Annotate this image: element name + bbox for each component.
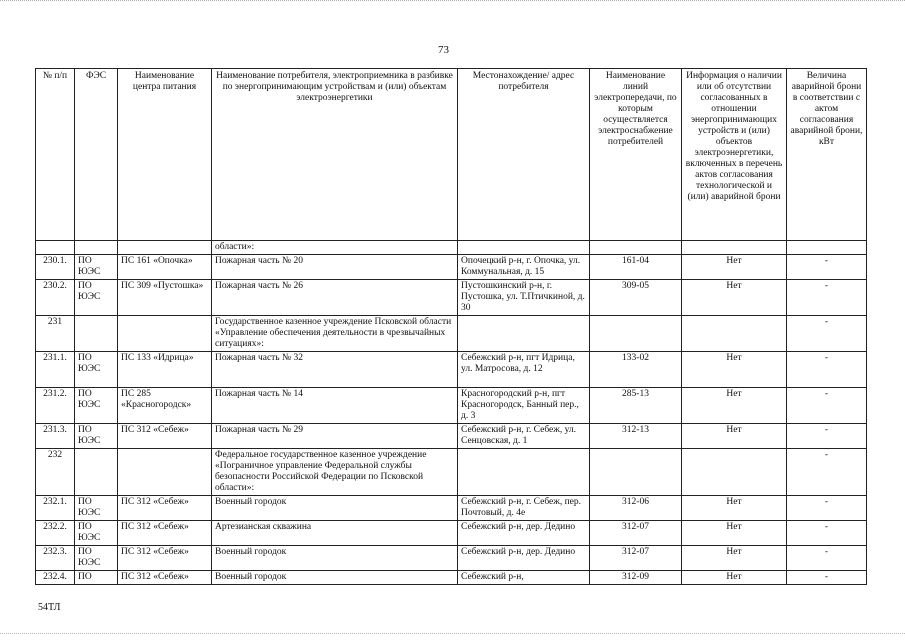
fes-cell: ПО ЮЭС: [75, 546, 118, 571]
fes-cell: [75, 449, 118, 496]
table-row: [36, 241, 867, 255]
info-cell: Нет: [682, 496, 787, 521]
line-cell: 312-06: [590, 496, 682, 521]
row-number: 231.2.: [36, 388, 75, 424]
value-cell: -: [787, 352, 867, 388]
row-number: 230.1.: [36, 255, 75, 280]
center-cell: [118, 241, 212, 255]
fes-cell: ПО ЮЭС: [75, 424, 118, 449]
row-number: [36, 241, 75, 255]
center-cell: ПС 312 «Себеж»: [118, 546, 212, 571]
consumer-cell: Артезианская скважина: [212, 521, 458, 546]
value-cell: -: [787, 496, 867, 521]
address-cell: Опочецкий р-н, г. Опочка, ул. Коммунальная, д. 15: [458, 255, 590, 280]
consumer-cell: Пожарная часть № 14: [212, 388, 458, 424]
address-cell: Себежский р-н, пгт Идрица, ул. Матросова, д. 12: [458, 352, 590, 388]
row-number: 231.1.: [36, 352, 75, 388]
center-cell: ПС 133 «Идрица»: [118, 352, 212, 388]
info-cell: Нет: [682, 424, 787, 449]
info-cell: [682, 316, 787, 352]
col-header-address: Местонахождение/ адрес потребителя: [458, 69, 590, 241]
info-cell: Нет: [682, 521, 787, 546]
center-cell: [118, 449, 212, 496]
center-cell: ПС 312 «Себеж»: [118, 571, 212, 585]
row-number: 232.3.: [36, 546, 75, 571]
col-header-center: Наименование центра питания: [118, 69, 212, 241]
address-cell: Себежский р-н, дер. Дедино: [458, 546, 590, 571]
fes-cell: ПО ЮЭС: [75, 388, 118, 424]
row-number: 231: [36, 316, 75, 352]
row-number: 232: [36, 449, 75, 496]
consumers-table: [35, 68, 867, 585]
center-cell: ПС 312 «Себеж»: [118, 496, 212, 521]
value-cell: -: [787, 546, 867, 571]
col-header-consumer: Наименование потребителя, электроприемника в разбивке по энергопринимающим устройствам и (или) объектам электроэнергетики: [212, 69, 458, 241]
col-header-number: № п/п: [36, 69, 75, 241]
fes-cell: ПО ЮЭС: [75, 521, 118, 546]
value-cell: -: [787, 280, 867, 316]
line-cell: 312-13: [590, 424, 682, 449]
page-number: 73: [438, 44, 449, 56]
consumer-cell: Пожарная часть № 32: [212, 352, 458, 388]
line-cell: 312-07: [590, 546, 682, 571]
table-row: [36, 521, 867, 546]
col-header-value: Величина аварийной брони в соответствии с актом согласования аварийной брони, кВт: [787, 69, 867, 241]
consumer-cell: Военный городок: [212, 571, 458, 585]
address-cell: Себежский р-н, дер. Дедино: [458, 521, 590, 546]
info-cell: Нет: [682, 352, 787, 388]
address-cell: Себежский р-н, г. Себеж, пер. Почтовый, д. 4е: [458, 496, 590, 521]
center-cell: [118, 316, 212, 352]
table-row: [36, 280, 867, 316]
fes-cell: ПО ЮЭС: [75, 496, 118, 521]
table-row: [36, 352, 867, 388]
consumer-cell: Федеральное государственное казенное учреждение «Пограничное управление Федеральной службы безопасности Российской Федерации по Псковской области»:: [212, 449, 458, 496]
center-cell: ПС 312 «Себеж»: [118, 424, 212, 449]
fes-cell: [75, 241, 118, 255]
address-cell: Себежский р-н, г. Себеж, ул. Сенцовская, д. 1: [458, 424, 590, 449]
info-cell: Нет: [682, 546, 787, 571]
line-cell: 312-07: [590, 521, 682, 546]
fes-cell: ПО: [75, 571, 118, 585]
value-cell: -: [787, 449, 867, 496]
line-cell: 161-04: [590, 255, 682, 280]
info-cell: Нет: [682, 280, 787, 316]
line-cell: 309-05: [590, 280, 682, 316]
col-header-line: Наименование линий электропередачи, по которым осуществляется электроснабжение потребителей: [590, 69, 682, 241]
address-cell: Пустошкинский р-н, г. Пустошка, ул. Т.Птичкиной, д. 30: [458, 280, 590, 316]
consumer-cell: Пожарная часть № 26: [212, 280, 458, 316]
value-cell: -: [787, 388, 867, 424]
footer-code: 54ТЛ: [38, 602, 61, 613]
info-cell: Нет: [682, 388, 787, 424]
value-cell: -: [787, 424, 867, 449]
line-cell: 312-09: [590, 571, 682, 585]
scan-bottom-edge: [0, 631, 905, 634]
consumer-cell: Пожарная часть № 29: [212, 424, 458, 449]
center-cell: ПС 285 «Красногородск»: [118, 388, 212, 424]
value-cell: [787, 241, 867, 255]
fes-cell: ПО ЮЭС: [75, 255, 118, 280]
center-cell: ПС 309 «Пустошка»: [118, 280, 212, 316]
line-cell: [590, 241, 682, 255]
table-row: [36, 449, 867, 496]
row-number: 231.3.: [36, 424, 75, 449]
address-cell: [458, 316, 590, 352]
table-row: [36, 546, 867, 571]
table-row: [36, 255, 867, 280]
info-cell: [682, 449, 787, 496]
col-header-fes: ФЭС: [75, 69, 118, 241]
address-cell: [458, 449, 590, 496]
col-header-info: Информация о наличии или об отсутствии согласованных в отношении энергопринимающих устройств и (или) объектов электроэнергетики, включенных в перечень актов согласования технологической и (или) аварийной брони: [682, 69, 787, 241]
info-cell: [682, 241, 787, 255]
consumer-cell: Военный городок: [212, 496, 458, 521]
scan-top-edge: [0, 0, 905, 5]
table-row: [36, 571, 867, 585]
consumer-cell: Военный городок: [212, 546, 458, 571]
consumer-cell: Государственное казенное учреждение Псковской области «Управление обеспечения деятельности в чрезвычайных ситуациях»:: [212, 316, 458, 352]
info-cell: Нет: [682, 255, 787, 280]
table-row: [36, 424, 867, 449]
value-cell: -: [787, 255, 867, 280]
value-cell: -: [787, 571, 867, 585]
header-row: [36, 69, 867, 241]
table-row: [36, 388, 867, 424]
value-cell: -: [787, 316, 867, 352]
line-cell: 133-02: [590, 352, 682, 388]
table-row: [36, 496, 867, 521]
table-row: [36, 316, 867, 352]
line-cell: 285-13: [590, 388, 682, 424]
address-cell: Красногородский р-н, пгт Красногородск, Банный пер., д. 3: [458, 388, 590, 424]
consumer-cell: области»:: [212, 241, 458, 255]
fes-cell: ПО ЮЭС: [75, 352, 118, 388]
row-number: 232.1.: [36, 496, 75, 521]
info-cell: Нет: [682, 571, 787, 585]
address-cell: [458, 241, 590, 255]
value-cell: -: [787, 521, 867, 546]
address-cell: Себежский р-н,: [458, 571, 590, 585]
row-number: 232.2.: [36, 521, 75, 546]
consumer-cell: Пожарная часть № 20: [212, 255, 458, 280]
fes-cell: [75, 316, 118, 352]
fes-cell: ПО ЮЭС: [75, 280, 118, 316]
row-number: 232.4.: [36, 571, 75, 585]
center-cell: ПС 161 «Опочка»: [118, 255, 212, 280]
line-cell: [590, 316, 682, 352]
center-cell: ПС 312 «Себеж»: [118, 521, 212, 546]
row-number: 230.2.: [36, 280, 75, 316]
line-cell: [590, 449, 682, 496]
